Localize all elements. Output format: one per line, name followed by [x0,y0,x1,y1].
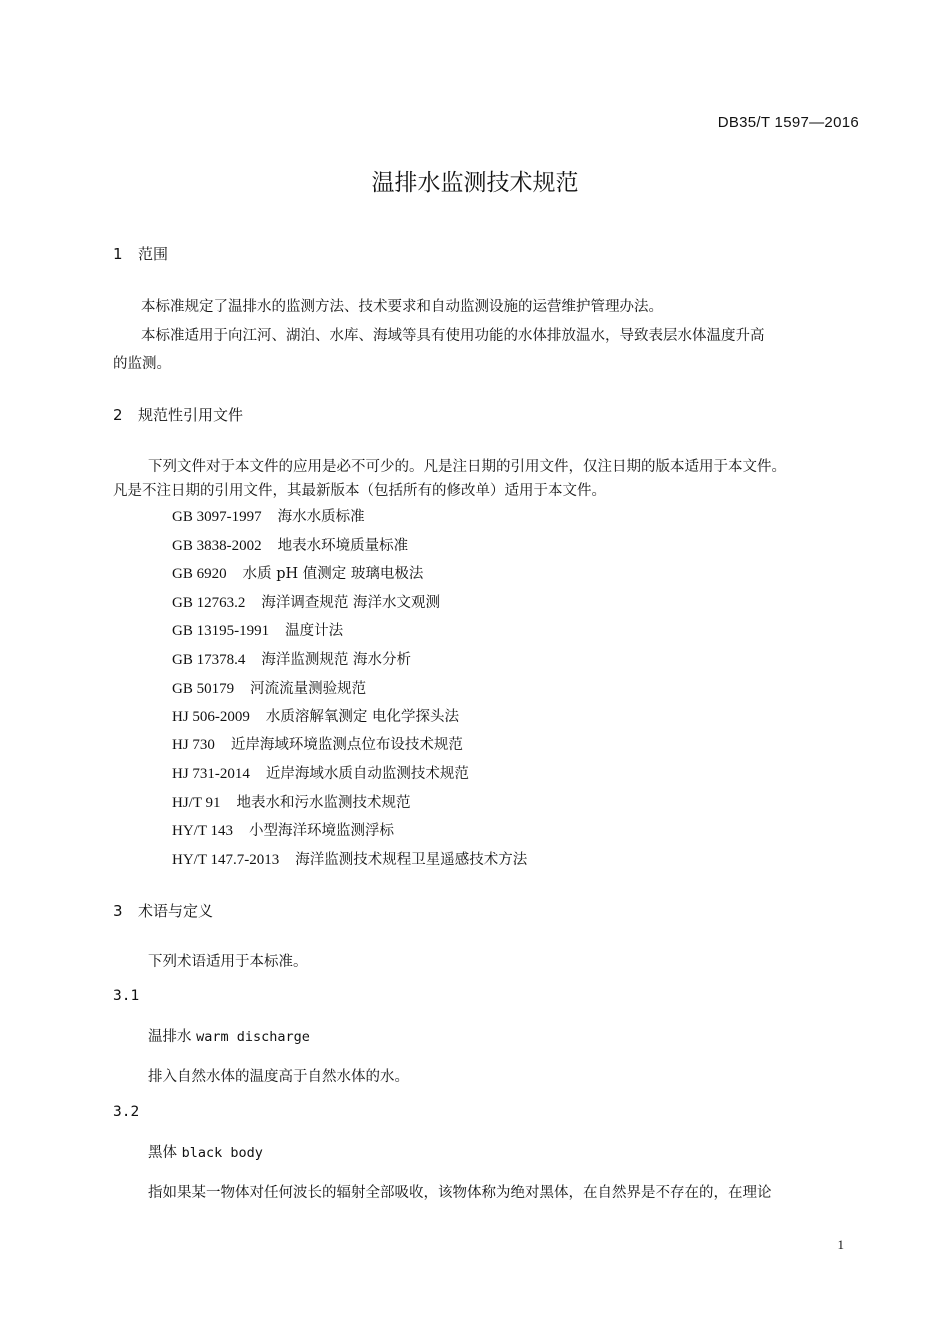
reference-title: 地表水环境质量标准 [277,538,409,554]
reference-code: HY/T 143 [172,823,233,839]
term-zh: 黑体 [148,1145,177,1161]
section-number: 1 [113,245,123,263]
term-definition: 排入自然水体的温度高于自然水体的水。 [148,1069,409,1085]
page-number: 1 [837,1237,844,1252]
reference-item [172,791,410,812]
reference-item [172,534,408,555]
term-heading [148,1025,310,1046]
paragraph-continuation: 的监测。 [113,356,171,372]
reference-title: 海洋监测规范 海水分析 [261,652,411,668]
reference-code: GB 50179 [172,681,235,697]
reference-code: GB 17378.4 [172,652,246,668]
reference-item [172,648,411,669]
paragraph: 下列术语适用于本标准。 [148,954,308,970]
term-zh: 温排水 [148,1029,192,1045]
reference-item [172,733,463,754]
reference-title: 地表水和污水监测技术规范 [236,795,411,811]
reference-item [172,762,469,783]
paragraph: 本标准适用于向江河、湖泊、水库、海域等具有使用功能的水体排放温水，导致表层水体温度升高 [141,328,765,344]
reference-code: GB 3097-1997 [172,509,262,525]
term-heading [148,1141,263,1162]
reference-title: 近岸海域环境监测点位布设技术规范 [230,737,463,753]
reference-title: 海水水质标准 [277,509,365,525]
term-definition: 指如果某一物体对任何波长的辐射全部吸收，该物体称为绝对黑体，在自然界是不存在的，在理论 [148,1185,772,1201]
reference-item [172,677,366,698]
reference-item [172,705,459,726]
reference-item [172,505,365,526]
term-number: 3.2 [113,1104,140,1120]
reference-code: HJ 730 [172,737,215,753]
section-title: 术语与定义 [138,902,214,920]
reference-code: GB 12763.2 [172,595,246,611]
section-title: 规范性引用文件 [138,406,244,424]
document-title: 温排水监测技术规范 [371,170,579,196]
paragraph: 本标准规定了温排水的监测方法、技术要求和自动监测设施的运营维护管理办法。 [141,299,663,315]
reference-code: GB 6920 [172,566,227,582]
section-title: 范围 [138,245,169,263]
reference-item [172,819,394,840]
reference-item [172,591,440,612]
reference-code: HJ 506-2009 [172,709,250,725]
reference-title: 温度计法 [285,623,344,639]
reference-title: 水质 pH 值测定 玻璃电极法 [242,566,424,582]
reference-title: 近岸海域水质自动监测技术规范 [265,766,469,782]
reference-code: HY/T 147.7-2013 [172,852,280,868]
paragraph-continuation: 凡是不注日期的引用文件，其最新版本（包括所有的修改单）适用于本文件。 [113,483,606,499]
reference-code: GB 13195-1991 [172,623,270,639]
section-number: 2 [113,406,123,424]
reference-title: 小型海洋环境监测浮标 [248,823,394,839]
reference-item [172,619,343,640]
reference-title: 海洋监测技术规程卫星遥感技术方法 [295,852,528,868]
reference-item [172,562,423,583]
reference-title: 河流流量测验规范 [250,681,367,697]
reference-code: HJ 731-2014 [172,766,250,782]
reference-item [172,848,527,869]
section-1-heading [113,243,168,264]
standard-code: DB35/T 1597—2016 [717,114,859,131]
reference-code: HJ/T 91 [172,795,221,811]
reference-title: 海洋调查规范 海洋水文观测 [261,595,440,611]
paragraph: 下列文件对于本文件的应用是必不可少的。凡是注日期的引用文件，仅注日期的版本适用于本文件。 [148,459,786,475]
reference-title: 水质溶解氧测定 电化学探头法 [265,709,460,725]
reference-code: GB 3838-2002 [172,538,262,554]
term-en: black body [181,1145,263,1161]
term-en: warm discharge [196,1029,310,1045]
term-number: 3.1 [113,988,140,1004]
section-number: 3 [113,902,123,920]
section-2-heading [113,404,243,425]
section-3-heading [113,900,213,921]
